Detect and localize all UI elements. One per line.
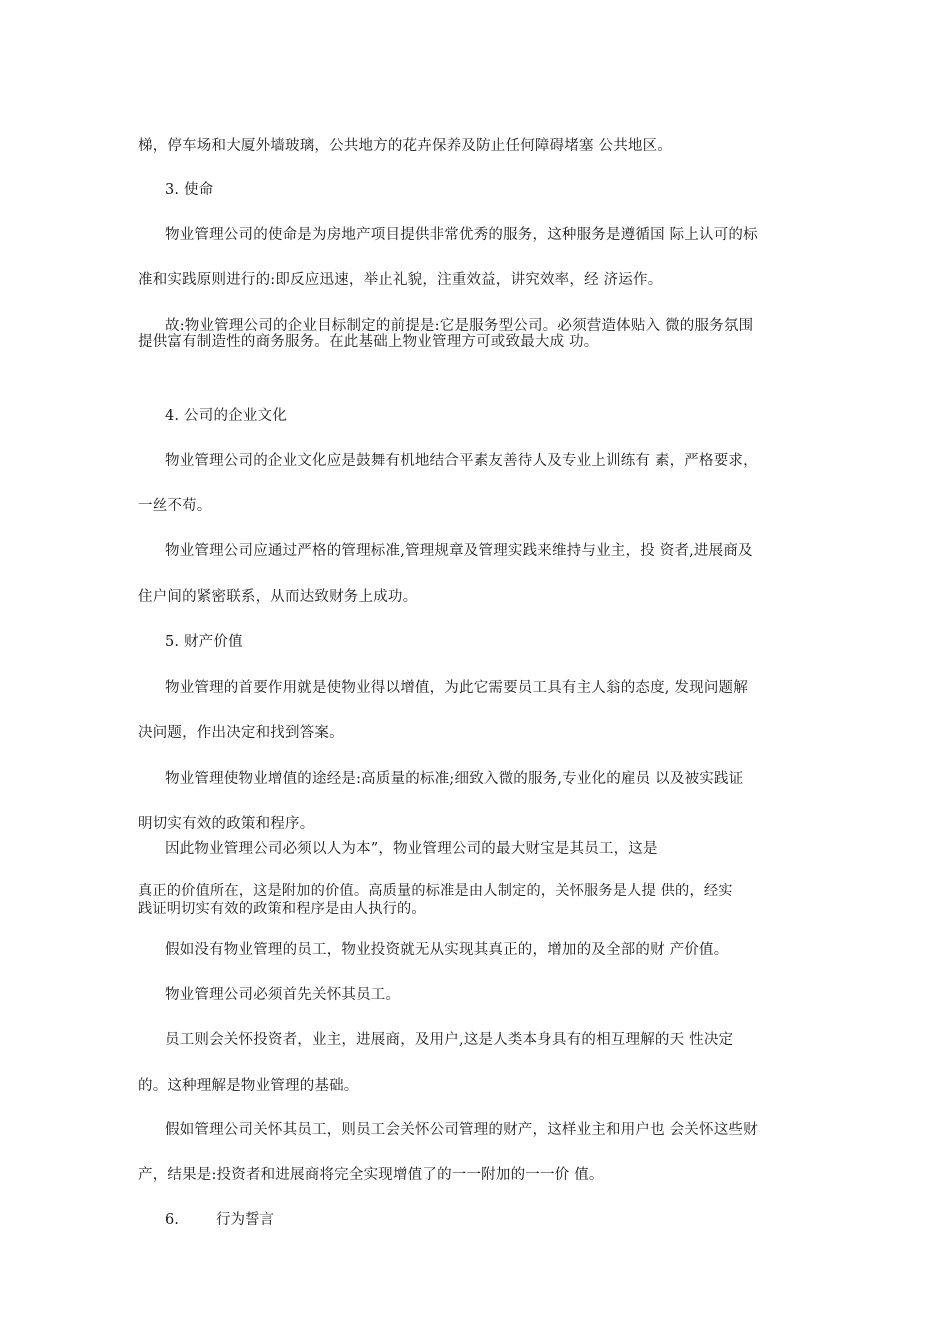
- paragraph-line: 物业管理使物业增值的途经是:高质量的标准;细致入微的服务,专业化的雇员 以及被实践证: [165, 771, 744, 787]
- paragraph-line: 住户间的紧密联系，从而达致财务上成功。: [138, 589, 418, 605]
- paragraph-line: 决问题，作出决定和找到答案。: [138, 725, 344, 741]
- paragraph-line: 产，结果是:投资者和进展商将完全实现增值了的一一附加的一一价 值。: [138, 1167, 604, 1183]
- section-heading-mission: 3. 使命: [165, 182, 214, 198]
- paragraph-line: 明切实有效的政策和程序。: [138, 816, 315, 832]
- section-6-title: 行为誓言: [216, 1212, 274, 1228]
- paragraph-line: 梯，停车场和大厦外墙玻璃，公共地方的花卉保养及防止任何障碍堵塞 公共地区。: [138, 138, 673, 154]
- paragraph-line: 真正的价值所在，这是附加的价值。高质量的标准是由人制定的，关怀服务是人提 供的，经实: [138, 883, 733, 899]
- paragraph-line: 假如没有物业管理的员工，物业投资就无从实现其真正的，增加的及全部的财 产价值。: [165, 942, 729, 958]
- paragraph-line: 践证明切实有效的政策和程序是由人执行的。: [138, 901, 426, 917]
- paragraph-line: 一丝不苟。: [138, 498, 212, 514]
- section-heading-culture: 4. 公司的企业文化: [165, 408, 287, 424]
- paragraph-line: 提供富有制造性的商务服务。在此基础上物业管理方可或致最大成 功。: [138, 334, 599, 350]
- section-6-number: 6.: [165, 1212, 179, 1228]
- paragraph-line: 假如管理公司关怀其员工，则员工会关怀公司管理的财产，这样业主和用户也 会关怀这些财: [165, 1122, 758, 1138]
- paragraph-line: 故:物业管理公司的企业目标制定的前提是:它是服务型公司。必须营造体贴入 微的服务氛围: [165, 318, 754, 334]
- paragraph-line: 物业管理的首要作用就是使物业得以增值，为此它需要员工具有主人翁的态度, 发现问题解: [165, 680, 748, 696]
- paragraph-line: 物业管理公司的使命是为房地产项目提供非常优秀的服务，这种服务是遵循国 际上认可的标: [165, 227, 758, 243]
- paragraph-line: 物业管理公司的企业文化应是鼓舞有机地结合平素友善待人及专业上训练有 素，严格要求，: [165, 453, 758, 469]
- section-heading-value: 5. 财产价值: [165, 634, 243, 650]
- paragraph-line: 准和实践原则进行的:即反应迅速，举止礼貌，注重效益，讲究效率，经 济运作。: [138, 272, 663, 288]
- paragraph-line: 员工则会关怀投资者，业主，进展商，及用户,这是人类本身具有的相互理解的天 性决定: [165, 1032, 734, 1048]
- paragraph-line: 因此物业管理公司必须以人为本”，物业管理公司的最大财宝是其员工，这是: [165, 841, 658, 857]
- paragraph-line: 物业管理公司应通过严格的管理标准,管理规章及管理实践来维持与业主，投 资者,进展商及: [165, 543, 753, 559]
- paragraph-line: 物业管理公司必须首先关怀其员工。: [165, 987, 401, 1003]
- paragraph-line: 的。这种理解是物业管理的基础。: [138, 1078, 359, 1094]
